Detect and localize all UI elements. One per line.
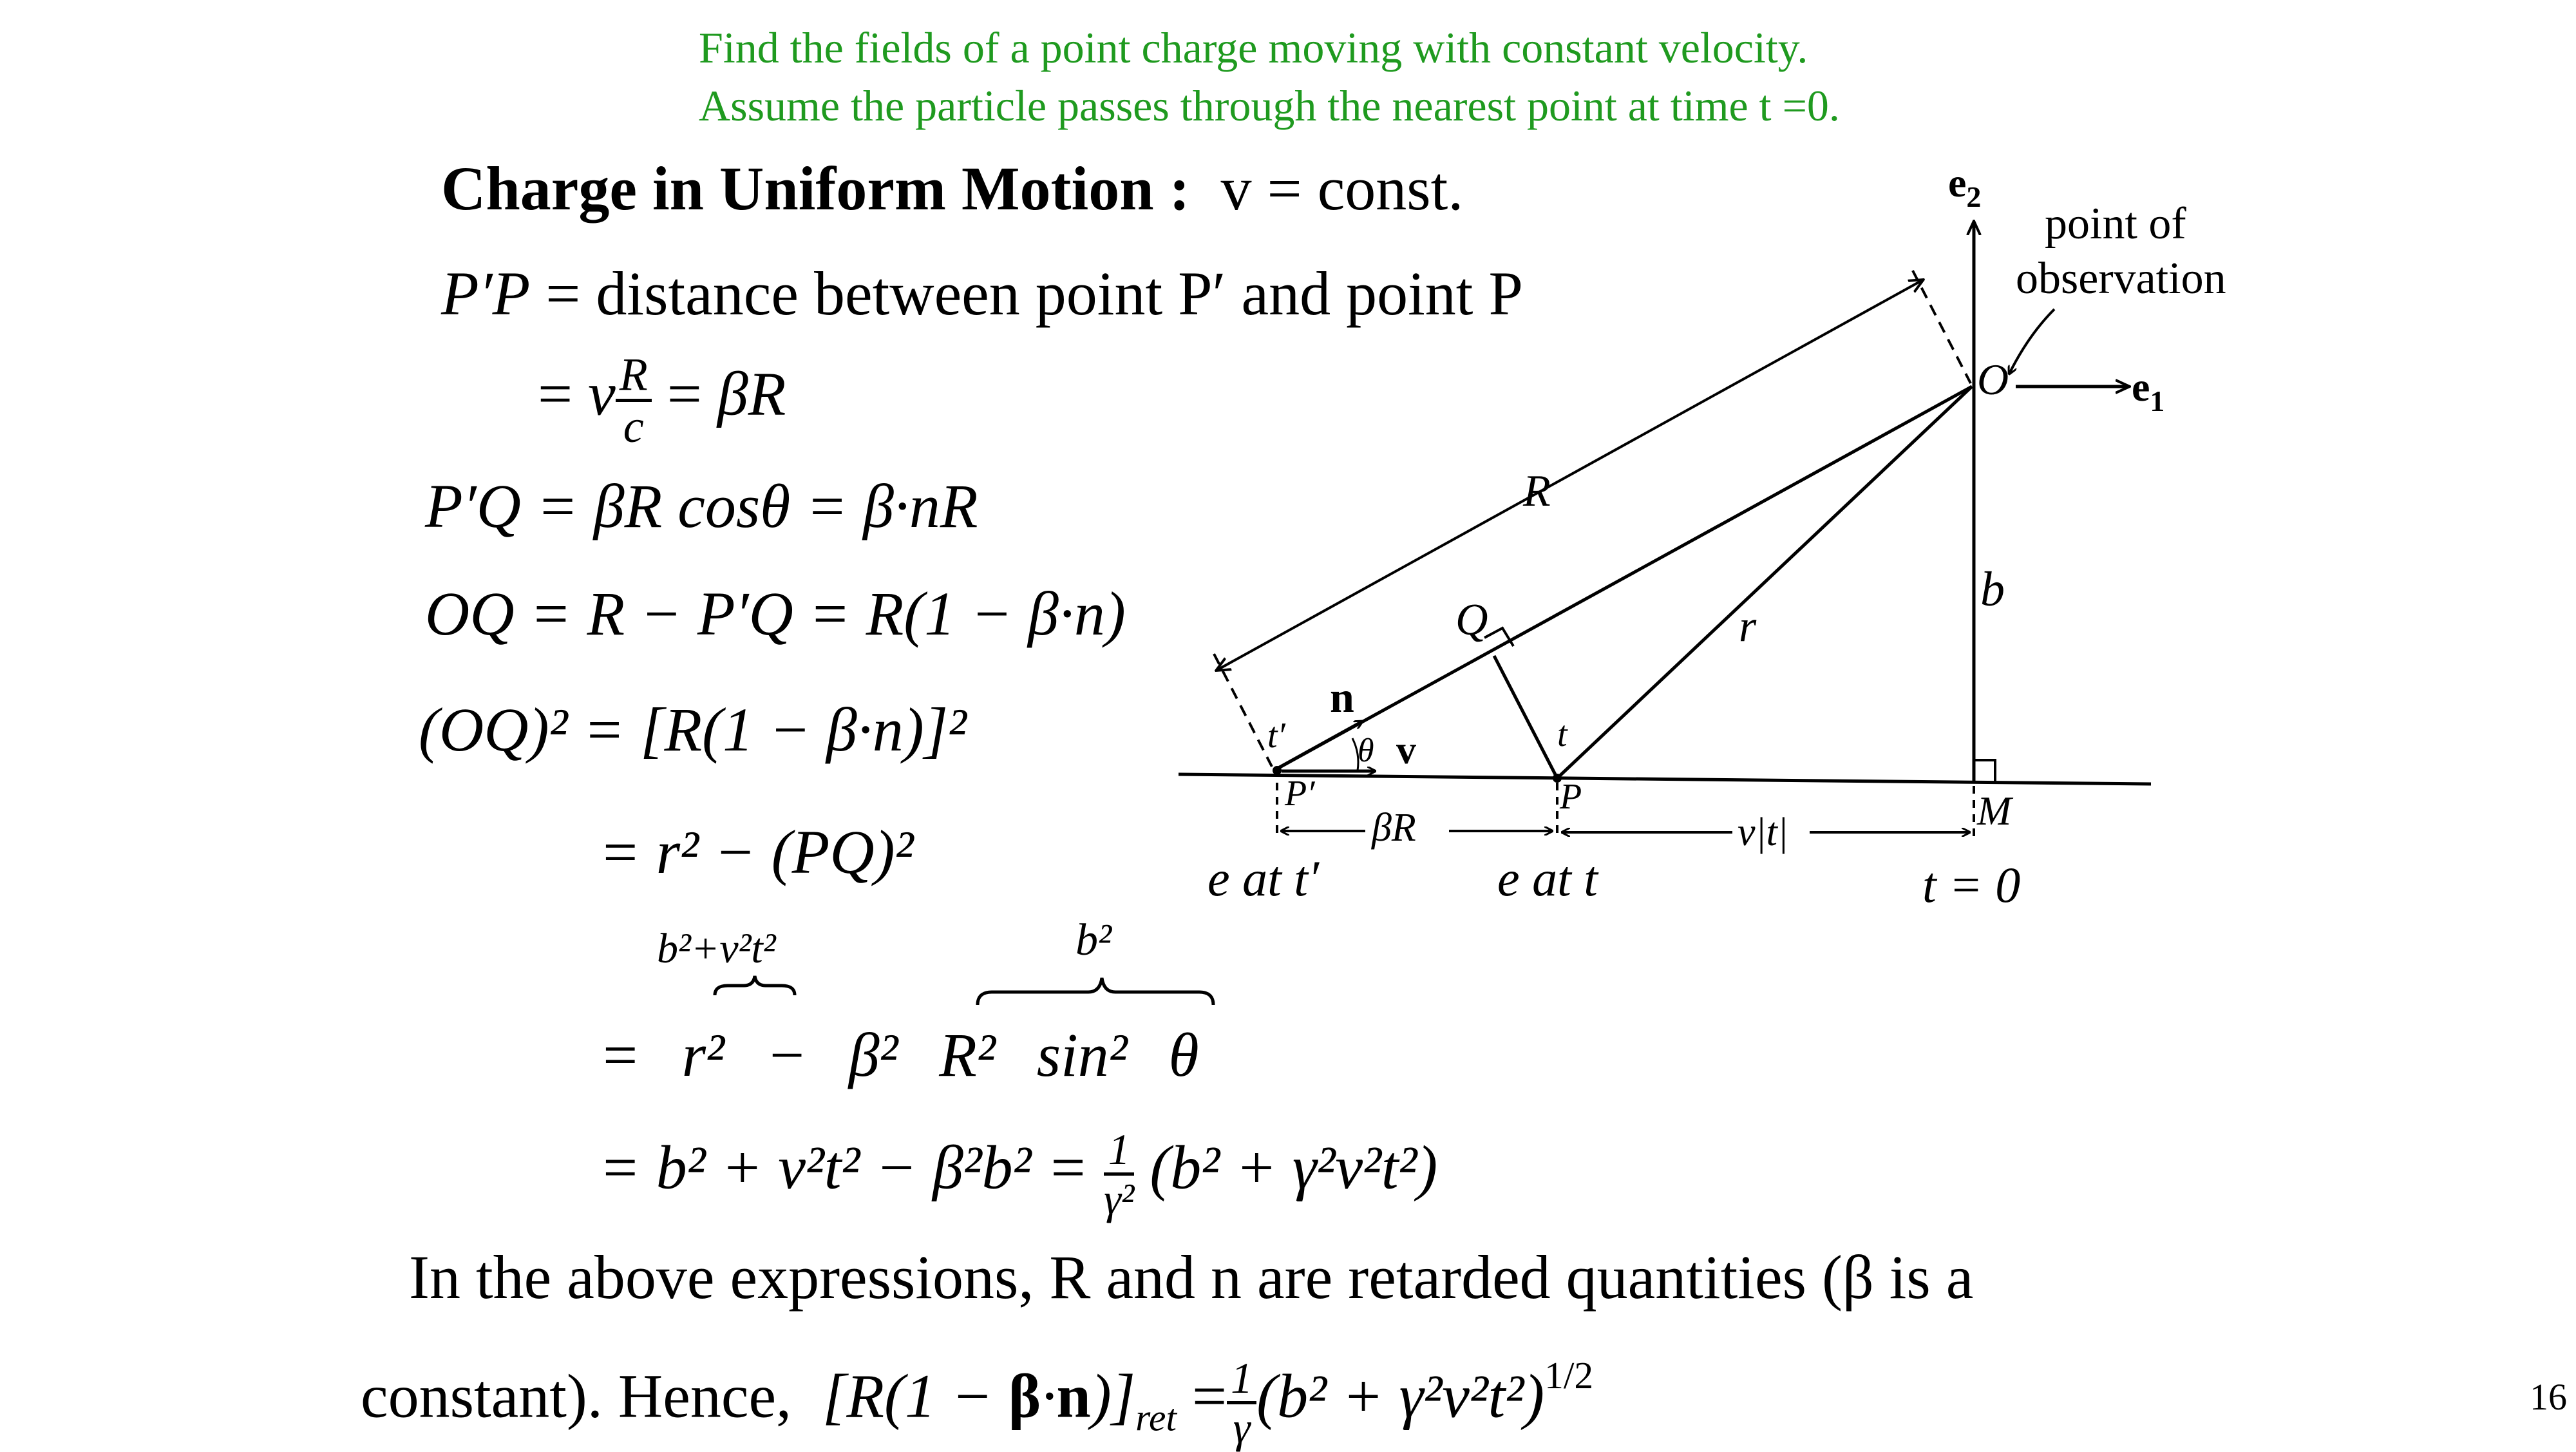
- equation-5: (OQ)² = [R(1 − β·n)]²: [419, 695, 967, 764]
- n-vector: [1278, 721, 1362, 768]
- label-R: R: [1523, 466, 1551, 516]
- label-P: P: [1560, 777, 1582, 817]
- text2-sub: ret: [1135, 1396, 1177, 1439]
- heading-title: Charge in Uniform Motion :: [441, 154, 1190, 223]
- R-dimension-line: [1217, 280, 1922, 670]
- R-extension-right: [1913, 271, 1971, 383]
- eq8-rhs: (b² + γ²v²t²): [1150, 1132, 1438, 1202]
- problem-line-1: Find the fields of a point charge moving with constant velocity.: [699, 23, 1808, 72]
- label-b: b: [1980, 562, 2005, 616]
- motion-line: [1179, 774, 2151, 784]
- R-extension-left: [1214, 654, 1272, 767]
- label-betaR: βR: [1372, 806, 1416, 850]
- label-r: r: [1739, 602, 1757, 651]
- line-PQ: [1494, 656, 1557, 778]
- equation-6: = r² − (PQ)²: [599, 817, 914, 886]
- point-Pprime: [1273, 766, 1282, 775]
- eq7-brace-label-2: b²: [1075, 915, 1112, 965]
- label-Q: Q: [1455, 595, 1488, 645]
- body-text-2: constant). Hence, $[R(1 - \beta\cdot n)]_{ret}$ = $\frac{1}{\gamma}$ $(b^2 + \gamma^2v^2t^2)^{1/2}$: [361, 1353, 1594, 1452]
- text2-prefix: constant). Hence,: [361, 1361, 792, 1431]
- label-theta: θ: [1358, 732, 1374, 769]
- equation-1: P′P = distance between point P′ and point P: [441, 259, 1523, 328]
- text2-num: 1: [1227, 1356, 1256, 1404]
- eq1-rhs: distance between point P′ and point P: [596, 259, 1523, 328]
- line-r: [1557, 387, 1972, 778]
- label-v: v: [1396, 729, 1416, 772]
- label-t: t: [1557, 714, 1567, 754]
- eq8-lhs: = b² + v²t² − β²b² =: [599, 1132, 1089, 1202]
- label-n: n: [1330, 673, 1354, 721]
- eq8-den: γ²: [1104, 1174, 1135, 1223]
- eq2-rhs: βR: [717, 359, 786, 428]
- heading-condition: v = const.: [1220, 154, 1464, 223]
- text2-rhs: (b² + γ²v²t²): [1256, 1361, 1545, 1431]
- label-t-equals-0: t = 0: [1922, 857, 2021, 913]
- label-O: O: [1977, 355, 2009, 404]
- equation-3: P′Q = βR cosθ = β·nR: [425, 472, 978, 540]
- right-angle-M: [1974, 760, 1995, 781]
- eq7-brace-label-1: b²+v²t²: [657, 925, 776, 972]
- eq2-num: R: [616, 351, 652, 402]
- label-obs-2: observation: [2016, 254, 2226, 303]
- observation-pointer: [2009, 309, 2054, 374]
- label-e1: $e_1$: [2132, 364, 2165, 417]
- right-angle-Q: [1484, 628, 1513, 646]
- label-tprime: t′: [1267, 716, 1285, 756]
- eq1-lhs: P′P: [441, 259, 531, 328]
- label-M: M: [1977, 788, 2012, 834]
- text2-exp: 1/2: [1544, 1353, 1594, 1397]
- problem-line-2: Assume the particle passes through the nearest point at time t =0.: [699, 81, 1840, 130]
- label-obs-1: point of: [2045, 199, 2186, 249]
- label-e2: $e_2$: [1948, 160, 1982, 213]
- label-vt: v|t|: [1738, 810, 1788, 854]
- page-number: 16: [2530, 1376, 2567, 1418]
- equation-2: = v $\frac{R}{c}$ = βR: [538, 349, 786, 452]
- body-text-1: In the above expressions, R and n are retarded quantities (β is a: [409, 1243, 1974, 1312]
- eq8-num: 1: [1104, 1127, 1134, 1176]
- equation-4: OQ = R − P′Q = R(1 − β·n): [425, 579, 1126, 648]
- label-e-at-tprime: e at t′: [1208, 850, 1320, 906]
- label-e-at-t: e at t: [1497, 850, 1598, 906]
- eq2-den: c: [623, 401, 644, 452]
- text2-den: γ: [1233, 1403, 1251, 1452]
- label-Pprime: P′: [1285, 774, 1315, 814]
- equation-7: = r² − β² R² sin² θ: [599, 1020, 1199, 1089]
